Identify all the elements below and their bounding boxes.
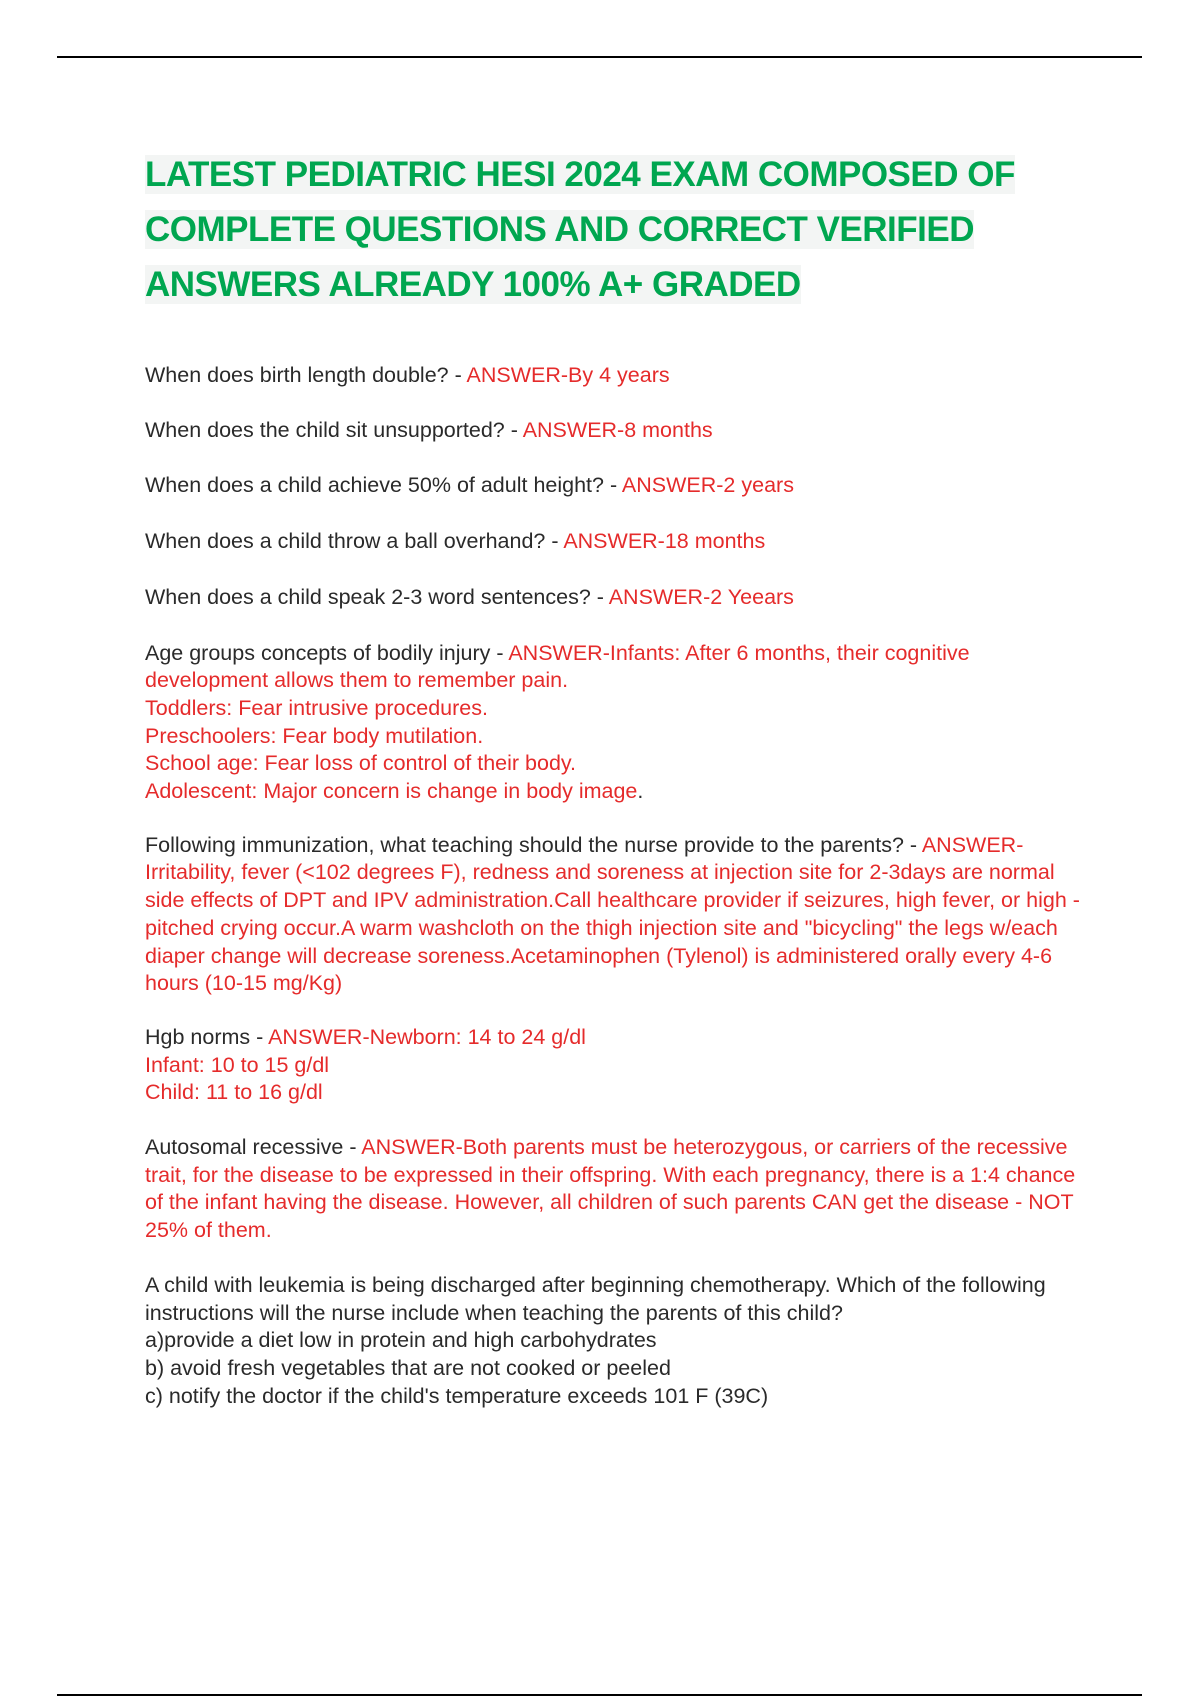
header-rule	[57, 56, 1142, 58]
question-text: Autosomal recessive -	[145, 1135, 362, 1160]
question-text: Age groups concepts of bodily injury -	[145, 640, 509, 665]
footer-rule	[57, 1694, 1142, 1696]
title-line-2: COMPLETE QUESTIONS AND CORRECT VERIFIED	[145, 210, 974, 249]
question-text: A child with leukemia is being discharged after beginning chemotherapy. Which of the following instructions will the nurse include when teaching the parents of this child?	[145, 1272, 1046, 1325]
document-title	[145, 147, 1085, 312]
qa-item-8	[145, 1024, 1085, 1107]
answer-text: ANSWER-Irritability, fever (<102 degrees F), redness and soreness at injection site for 2-3days are normal side effects of DPT and IPV administration.Call healthcare provider if seizures, high fever, or high -pitched crying occur.A warm washcloth on the thigh injection site and "bicycling" the legs w/each diaper change will decrease soreness.Acetaminophen (Tylenol) is administered orally every 4-6 hours (10-15 mg/Kg)	[145, 832, 1080, 996]
qa-item-1	[145, 362, 1085, 390]
title-line-1: LATEST PEDIATRIC HESI 2024 EXAM COMPOSED OF	[145, 155, 1015, 194]
answer-line: Adolescent: Major concern is change in body image	[145, 779, 638, 804]
qa-item-9	[145, 1134, 1085, 1245]
qa-item-6	[145, 640, 1085, 806]
qa-item-3	[145, 472, 1085, 500]
trailing-period: .	[637, 779, 644, 804]
qa-item-2	[145, 417, 1085, 445]
question-text: When does a child throw a ball overhand? -	[145, 529, 564, 554]
qa-item-10	[145, 1272, 1085, 1411]
qa-item-7	[145, 832, 1085, 998]
answer-text: ANSWER-Both parents must be heterozygous, or carriers of the recessive trait, for the disease to be expressed in their offspring. With each pregnancy, there is a 1:4 chance of the infant having the disease. However, all children of such parents CAN get the disease - NOT 25% of them.	[145, 1135, 1076, 1243]
question-text: When does a child achieve 50% of adult height? -	[145, 473, 622, 498]
qa-item-5	[145, 584, 1085, 612]
answer-text: ANSWER-2 years	[621, 473, 794, 498]
option-a: a)provide a diet low in protein and high carbohydrates	[145, 1328, 657, 1353]
question-text: When does a child speak 2-3 word sentences? -	[145, 584, 609, 609]
option-b: b) avoid fresh vegetables that are not cooked or peeled	[145, 1355, 671, 1380]
title-line-3: ANSWERS ALREADY 100% A+ GRADED	[145, 265, 801, 304]
answer-line: School age: Fear loss of control of their body.	[145, 751, 577, 776]
answer-line: Infant: 10 to 15 g/dl	[145, 1052, 330, 1077]
answer-line: Child: 11 to 16 g/dl	[145, 1080, 323, 1105]
option-c: c) notify the doctor if the child's temperature exceeds 101 F (39C)	[145, 1383, 769, 1408]
answer-text: ANSWER-8 months	[522, 417, 713, 442]
answer-line: Toddlers: Fear intrusive procedures.	[145, 695, 488, 720]
question-text: Hgb norms -	[145, 1024, 269, 1049]
question-text: When does the child sit unsupported? -	[145, 417, 523, 442]
answer-text: ANSWER-2 Yeears	[608, 584, 794, 609]
qa-content	[145, 362, 1085, 1410]
question-text: When does birth length double? -	[145, 363, 467, 387]
answer-text: ANSWER-18 months	[563, 529, 766, 554]
answer-text: ANSWER-By 4 years	[466, 363, 670, 387]
qa-item-4	[145, 528, 1085, 556]
question-text: Following immunization, what teaching should the nurse provide to the parents? -	[145, 832, 922, 857]
answer-line: Preschoolers: Fear body mutilation.	[145, 723, 484, 748]
answer-text: ANSWER-Infants: After 6 months, their cognitive development allows them to remember pain.	[145, 640, 970, 693]
answer-text: ANSWER-Newborn: 14 to 24 g/dl	[268, 1024, 586, 1049]
